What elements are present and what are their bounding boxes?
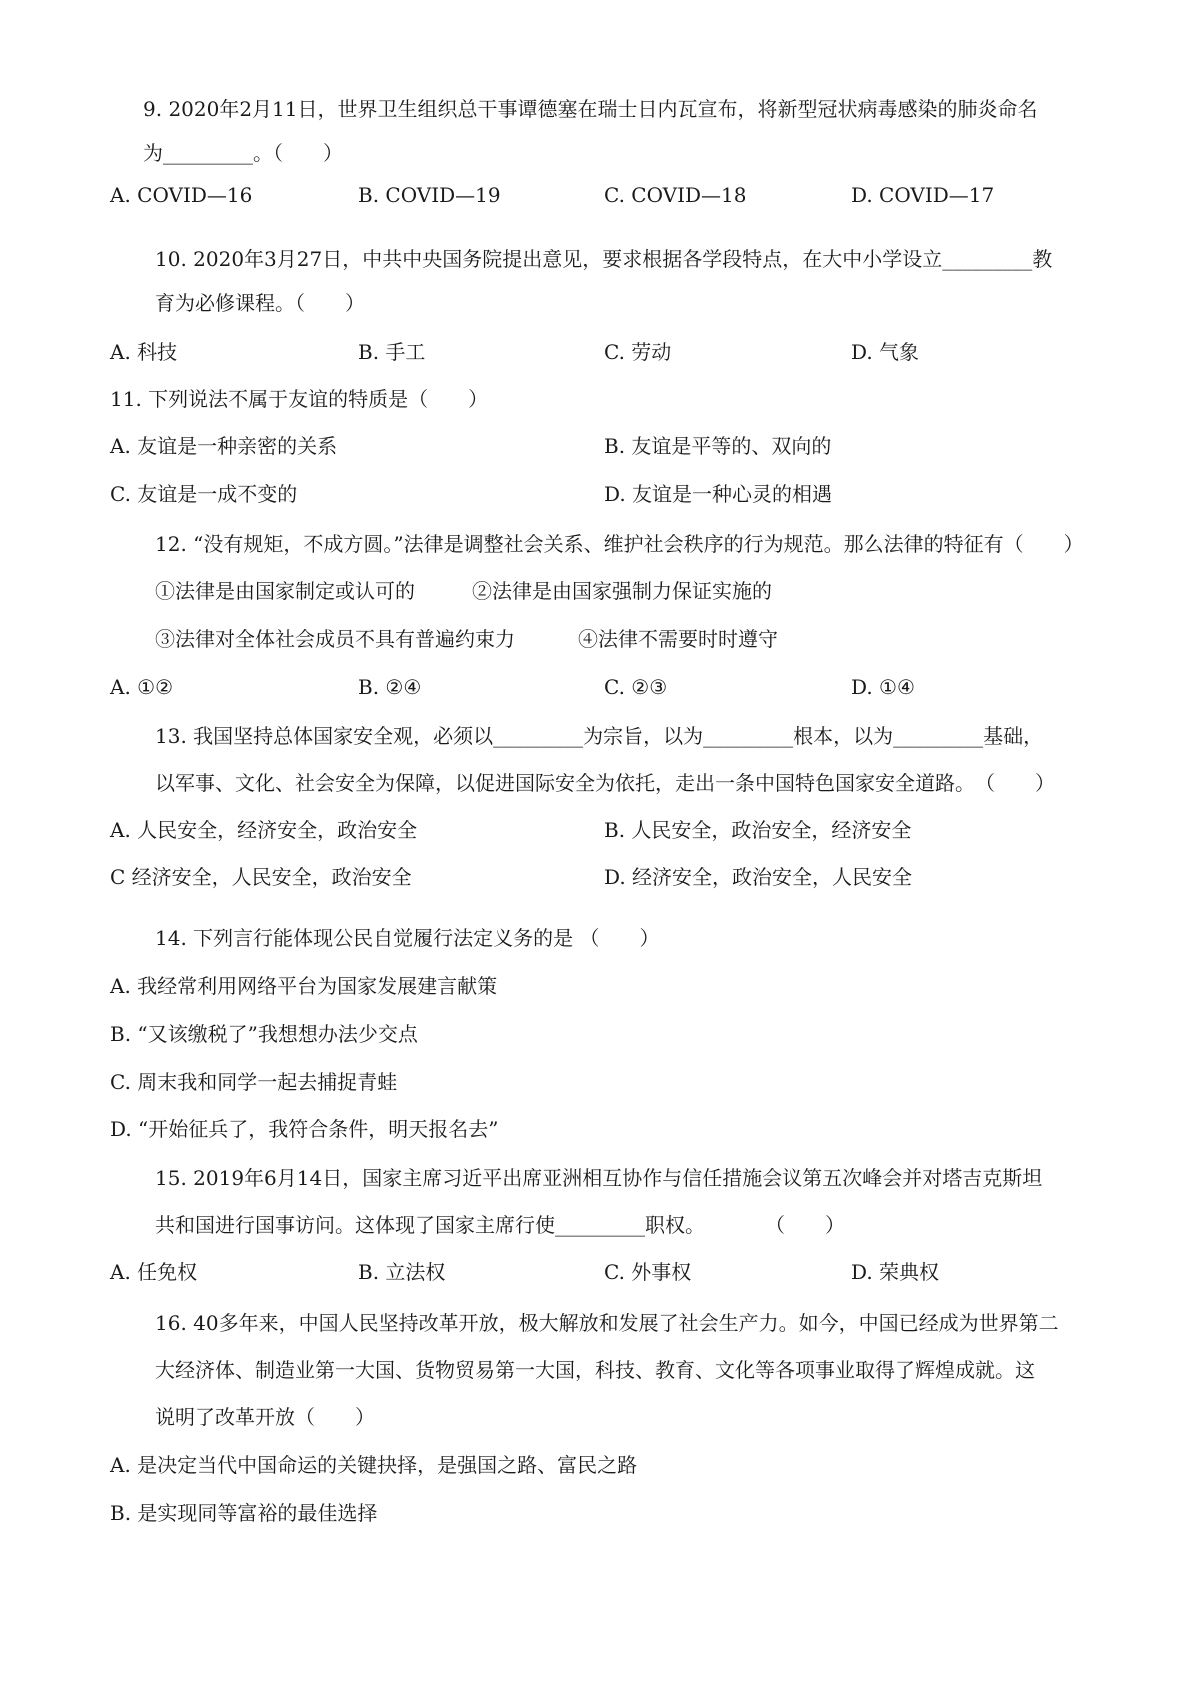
question-13-stem-line-1: 13. 我国坚持总体国家安全观，必须以_________为宗旨，以为_________根本，以为_________基础， [155,724,1044,748]
question-12-option-a: A. ①② [110,675,174,699]
question-9-option-b: B. COVID—19 [358,183,501,207]
question-9-option-c: C. COVID—18 [604,183,747,207]
question-12-option-d: D. ①④ [851,675,915,699]
question-15-option-c: C. 外事权 [604,1260,692,1284]
question-12-statement-3: ③法律对全体社会成员不具有普遍约束力 [155,627,515,651]
question-9-option-d: D. COVID—17 [851,183,995,207]
question-9-stem-line-1: 9. 2020年2月11日，世界卫生组织总干事谭德塞在瑞士日内瓦宣布，将新型冠状病毒感染的肺炎命名 [143,97,1038,121]
question-9-option-a: A. COVID—16 [110,183,253,207]
question-11-option-c: C. 友谊是一成不变的 [110,482,298,506]
question-14-option-b: B. “又该缴税了”我想想办法少交点 [110,1022,418,1046]
question-10-stem-line-2: 育为必修课程。（ ） [155,291,365,315]
question-12-statement-1: ①法律是由国家制定或认可的 [155,579,415,603]
question-13-option-d: D. 经济安全，政治安全，人民安全 [604,865,913,889]
question-16-stem-line-3: 说明了改革开放（ ） [155,1405,375,1429]
question-10-stem-line-1: 10. 2020年3月27日，中共中央国务院提出意见，要求根据各学段特点，在大中小学设立_________教 [155,247,1053,271]
question-14-option-c: C. 周末我和同学一起去捕捉青蛙 [110,1070,398,1094]
question-16-option-b: B. 是实现同等富裕的最佳选择 [110,1501,378,1525]
question-16-stem-line-1: 16. 40多年来，中国人民坚持改革开放，极大解放和发展了社会生产力。如今，中国已经成为世界第二 [155,1311,1059,1335]
question-14-stem: 14. 下列言行能体现公民自觉履行法定义务的是 （ ） [155,926,660,950]
question-9-stem-line-2: 为_________。（ ） [143,141,343,165]
question-16-option-a: A. 是决定当代中国命运的关键抉择，是强国之路、富民之路 [110,1453,638,1477]
question-11-option-d: D. 友谊是一种心灵的相遇 [604,482,833,506]
question-15-stem-line-1: 15. 2019年6月14日，国家主席习近平出席亚洲相互协作与信任措施会议第五次峰会并对塔吉克斯坦 [155,1166,1043,1190]
question-14-option-d: D. “开始征兵了，我符合条件，明天报名去” [110,1117,499,1141]
question-16-stem-line-2: 大经济体、制造业第一大国、货物贸易第一大国，科技、教育、文化等各项事业取得了辉煌成就。这 [155,1358,1035,1382]
question-11-option-a: A. 友谊是一种亲密的关系 [110,434,338,458]
question-13-option-b: B. 人民安全，政治安全，经济安全 [604,818,912,842]
question-12-statement-4: ④法律不需要时时遵守 [578,627,778,651]
question-13-option-c: C 经济安全，人民安全，政治安全 [110,865,412,889]
question-10-option-c: C. 劳动 [604,340,672,364]
question-13-option-a: A. 人民安全，经济安全，政治安全 [110,818,418,842]
question-15-stem-line-2: 共和国进行国事访问。这体现了国家主席行使_________职权。 （ ） [155,1213,845,1237]
question-14-option-a: A. 我经常利用网络平台为国家发展建言献策 [110,974,498,998]
question-12-option-b: B. ②④ [358,675,422,699]
question-10-option-d: D. 气象 [851,340,920,364]
question-15-option-a: A. 任免权 [110,1260,198,1284]
question-13-stem-line-2: 以军事、文化、社会安全为保障，以促进国际安全为依托，走出一条中国特色国家安全道路。 （ ） [155,771,1055,795]
question-15-option-d: D. 荣典权 [851,1260,940,1284]
question-10-option-a: A. 科技 [110,340,178,364]
question-11-option-b: B. 友谊是平等的、双向的 [604,434,832,458]
question-15-option-b: B. 立法权 [358,1260,446,1284]
question-12-option-c: C. ②③ [604,675,668,699]
question-10-option-b: B. 手工 [358,340,426,364]
question-11-stem: 11. 下列说法不属于友谊的特质是（ ） [110,387,489,411]
question-12-statement-2: ②法律是由国家强制力保证实施的 [472,579,772,603]
question-12-stem: 12. “没有规矩，不成方圆。”法律是调整社会关系、维护社会秩序的行为规范。那么法律的特征有（ ） [155,532,1084,556]
